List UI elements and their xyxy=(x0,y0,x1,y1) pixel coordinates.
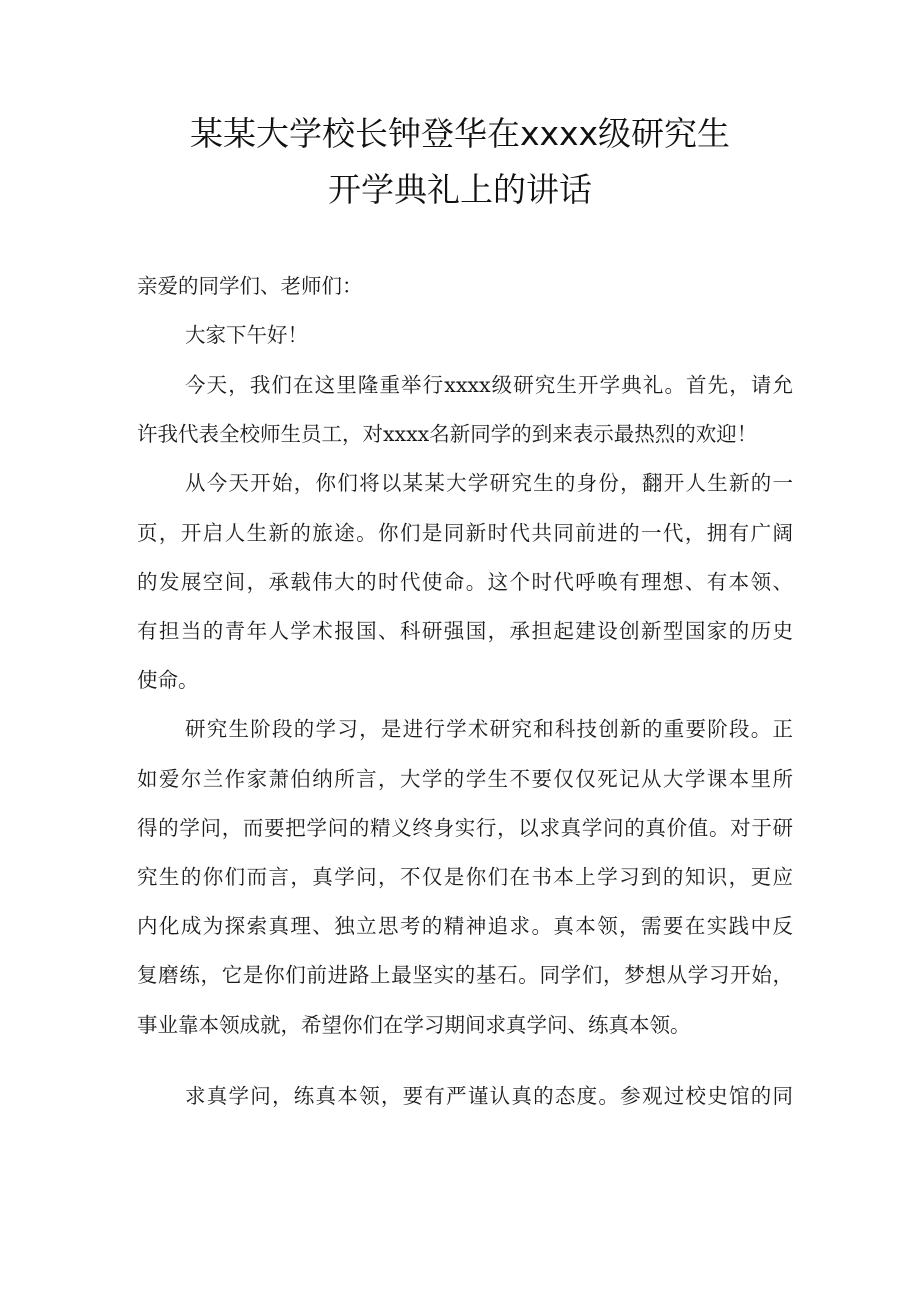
paragraph-2-line-4: 有担当的青年人学术报国、科研强国，承担起建设创新型国家的历史 xyxy=(137,619,793,643)
paragraph-2-line-3: 的发展空间，承载伟大的时代使命。这个时代呼唤有理想、有本领、 xyxy=(137,570,793,594)
paragraph-3-line-2: 如爱尔兰作家萧伯纳所言，大学的学生不要仅仅死记从大学课本里所 xyxy=(137,767,793,791)
paragraph-3-line-4: 究生的你们而言，真学问，不仅是你们在书本上学习到的知识，更应 xyxy=(137,865,793,889)
paragraph-3-line-3: 得的学问，而要把学问的精义终身实行，以求真学问的真价值。对于研 xyxy=(137,816,793,840)
paragraph-3-line-5: 内化成为探索真理、独立思考的精神追求。真本领，需要在实践中反 xyxy=(137,914,793,938)
document-title-line-1: 某某大学校长钟登华在xxxx级研究生 xyxy=(189,114,731,153)
paragraph-3-line-1: 研究生阶段的学习，是进行学术研究和科技创新的重要阶段。正 xyxy=(185,717,793,741)
document-title-line-2: 开学典礼上的讲话 xyxy=(328,170,592,209)
paragraph-4-line-1: 求真学问，练真本领，要有严谨认真的态度。参观过校史馆的同 xyxy=(185,1084,793,1108)
salutation: 亲爱的同学们、老师们： xyxy=(137,274,363,298)
paragraph-2-line-1: 从今天开始，你们将以某某大学研究生的身份，翻开人生新的一 xyxy=(185,471,793,495)
paragraph-1-line-2: 许我代表全校师生员工，对xxxx名新同学的到来表示最热烈的欢迎！ xyxy=(137,422,758,446)
paragraph-2-line-5: 使命。 xyxy=(137,668,199,692)
greeting: 大家下午好！ xyxy=(185,323,308,347)
paragraph-1-line-1: 今天，我们在这里隆重举行xxxx级研究生开学典礼。首先，请允 xyxy=(185,373,793,397)
paragraph-3-line-6: 复磨练，它是你们前进路上最坚实的基石。同学们，梦想从学习开始， xyxy=(137,963,793,987)
paragraph-2-line-2: 页，开启人生新的旅途。你们是同新时代共同前进的一代，拥有广阔 xyxy=(137,521,793,545)
paragraph-3-line-7: 事业靠本领成就，希望你们在学习期间求真学问、练真本领。 xyxy=(137,1013,691,1037)
